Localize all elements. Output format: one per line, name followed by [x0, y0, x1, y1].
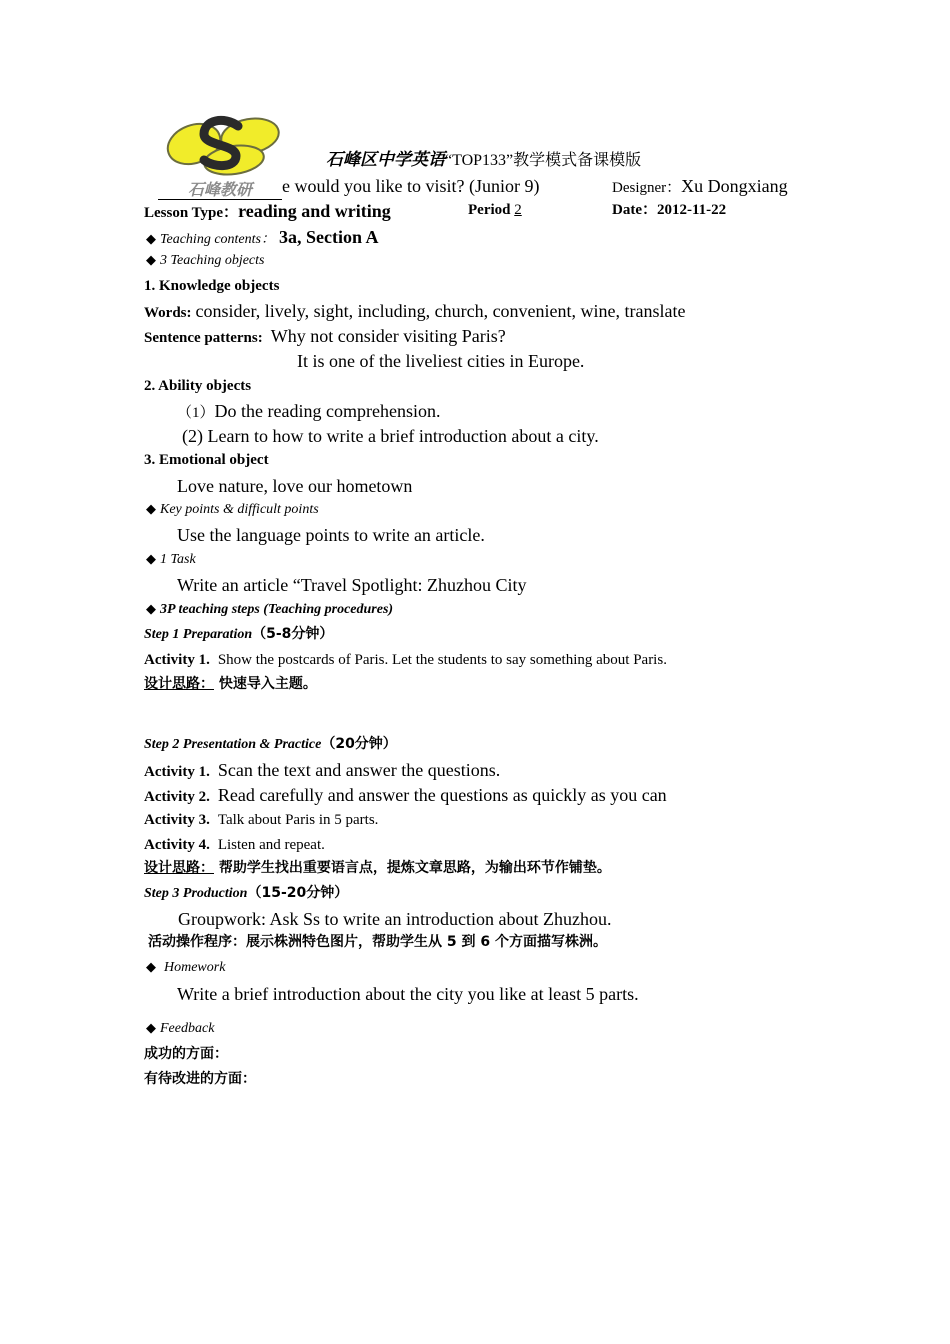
step-2-activity-3: Activity 3. Talk about Paris in 5 parts.: [144, 812, 379, 828]
design-label: 设计思路：: [144, 860, 214, 876]
task-text: Write an article “Travel Spotlight: Zhuzhou City: [177, 575, 527, 595]
words-value: consider, lively, sight, including, church, convenient, wine, translate: [195, 301, 686, 321]
ability-item-1-num: （1）: [177, 405, 215, 421]
step-2-heading: [144, 736, 397, 752]
design-text: 快速导入主题。: [218, 676, 317, 692]
diamond-bullet-icon: ◆: [146, 602, 156, 617]
designer-name: Xu Dongxiang: [681, 176, 788, 196]
ability-heading: 2. Ability objects: [144, 378, 252, 394]
key-points-text: Use the language points to write an article.: [177, 525, 485, 545]
step-2-design: [144, 861, 611, 875]
step-3-title: Step 3 Production: [144, 886, 248, 901]
design-text: 帮助学生找出重要语言点，提炼文章思路，为输出环节作铺垫。: [218, 860, 611, 876]
date: [612, 203, 726, 218]
step-3-groupwork: Groupwork: Ask Ss to write an introduction about Zhuzhou.: [178, 909, 612, 929]
emotional-heading: 3. Emotional object: [144, 452, 269, 468]
step-2-title: Step 2 Presentation & Practice: [144, 737, 322, 752]
sentence-patterns: [144, 327, 506, 346]
step-3-heading: [144, 885, 348, 901]
activity-text: Show the postcards of Paris. Let the students to say something about Paris.: [217, 652, 667, 668]
feedback-heading: ◆ Feedback: [146, 1021, 215, 1036]
designer-label: Designer：: [612, 180, 682, 196]
homework-text: Write a brief introduction about the city you like at least 5 parts.: [177, 984, 639, 1004]
ability-item-2: (2) Learn to how to write a brief introduction about a city.: [182, 426, 599, 446]
design-label: 设计思路：: [144, 676, 214, 692]
logo-text: 石峰教研: [187, 180, 253, 199]
sentence-1: Why not consider visiting Paris?: [270, 326, 506, 346]
teaching-objects-heading: ◆ 3 Teaching objects: [146, 253, 265, 268]
activity-label: Activity 1.: [144, 652, 210, 668]
words-line: [144, 302, 686, 321]
lesson-type: [144, 202, 391, 221]
diamond-bullet-icon: ◆: [146, 552, 156, 567]
feedback-success: 成功的方面：: [144, 1046, 228, 1062]
date-value: 2012-11-22: [657, 202, 727, 218]
period-value: 2: [514, 202, 522, 218]
diamond-bullet-icon: ◆: [146, 1021, 156, 1036]
diamond-bullet-icon: ◆: [146, 253, 156, 268]
teaching-contents-value: 3a, Section A: [278, 227, 379, 247]
topic: e would you like to visit? (Junior 9): [282, 176, 540, 196]
diamond-bullet-icon: ◆: [146, 960, 156, 975]
step-2-activity-2: Activity 2. Read carefully and answer the questions as quickly as you can: [144, 785, 667, 805]
page-title: [326, 152, 641, 169]
teaching-contents-label: Teaching contents：: [160, 232, 275, 247]
title-rest: “TOP133”教学模式备课模版: [445, 152, 642, 169]
designer: [612, 177, 788, 196]
step-1-time: （5-8分钟）: [252, 626, 334, 642]
step-2-activity-4: Activity 4. Listen and repeat.: [144, 837, 325, 853]
homework-heading: ◆ Homework: [146, 960, 226, 975]
step-3-time: （15-20分钟）: [247, 885, 349, 901]
teaching-contents: [146, 228, 379, 247]
sentence-2: It is one of the liveliest cities in Europe.: [297, 351, 585, 371]
sentence-label: Sentence patterns:: [144, 330, 263, 346]
diamond-bullet-icon: ◆: [146, 502, 156, 517]
words-label: Words:: [144, 305, 192, 321]
emotional-text: Love nature, love our hometown: [177, 476, 413, 496]
date-label: Date：: [612, 202, 657, 218]
period: [468, 203, 522, 218]
procedures-heading: ◆ 3P teaching steps (Teaching procedures): [146, 602, 394, 617]
title-school: 石峰区中学英语: [326, 150, 445, 170]
feedback-improve: 有待改进的方面：: [144, 1071, 256, 1087]
step-1-activity: [144, 652, 667, 668]
ability-item-1-text: Do the reading comprehension.: [214, 401, 441, 421]
step-2-time: （20分钟）: [321, 736, 397, 752]
step-1-design: [144, 677, 317, 691]
diamond-bullet-icon: ◆: [146, 232, 156, 247]
school-logo: [158, 108, 286, 200]
step-1-heading: [144, 626, 333, 642]
lesson-type-label: Lesson Type：: [144, 205, 239, 221]
knowledge-heading: 1. Knowledge objects: [144, 278, 280, 294]
topic-underline: [158, 199, 282, 200]
key-points-heading: ◆ Key points & difficult points: [146, 502, 319, 517]
step-1-title: Step 1 Preparation: [144, 627, 253, 642]
step-2-activity-1: Activity 1. Scan the text and answer the questions.: [144, 760, 501, 780]
lesson-type-value: reading and writing: [238, 201, 391, 221]
step-3-procedure: 活动操作程序：展示株洲特色图片，帮助学生从 5 到 6 个方面描写株洲。: [148, 934, 607, 950]
task-heading: ◆ 1 Task: [146, 552, 196, 567]
ability-item-1: [177, 402, 440, 421]
period-label: Period: [468, 202, 511, 218]
